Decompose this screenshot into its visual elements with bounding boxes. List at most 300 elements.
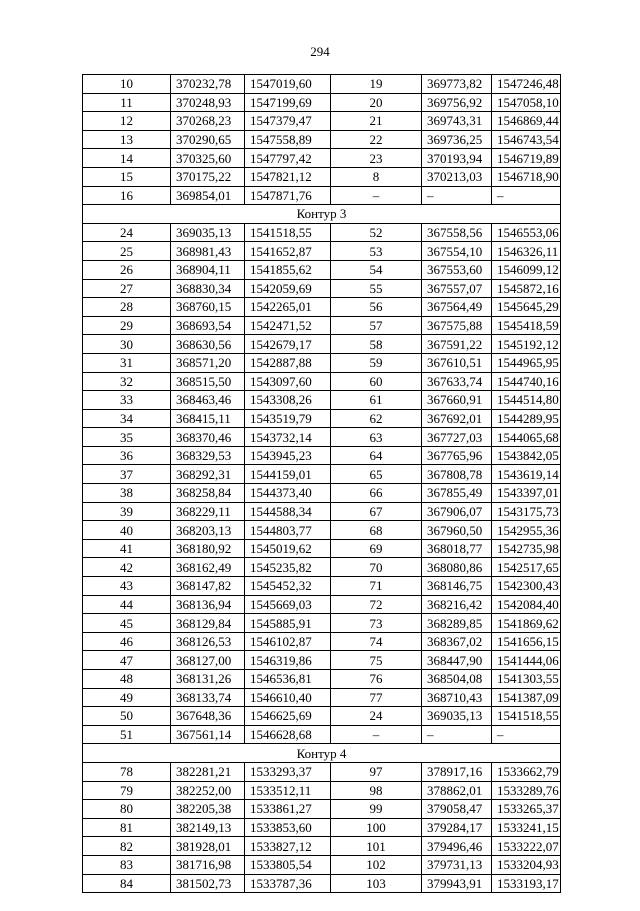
point-number-cell: 55 [331, 279, 422, 298]
point-number-cell: 41 [83, 539, 171, 558]
y-coordinate-cell: 1542955,36 [492, 521, 561, 540]
section-title: Контур 4 [83, 744, 561, 763]
table-row [83, 75, 561, 94]
point-number-cell: 46 [83, 632, 171, 651]
y-coordinate-cell: 1545885,91 [245, 614, 331, 633]
x-coordinate-cell: 370213,03 [422, 167, 492, 186]
x-coordinate-cell: 370268,23 [171, 112, 245, 131]
y-coordinate-cell: 1533512,11 [245, 781, 331, 800]
x-coordinate-cell: 382149,13 [171, 818, 245, 837]
x-coordinate-cell: 368760,15 [171, 298, 245, 317]
point-number-cell: 49 [83, 688, 171, 707]
x-coordinate-cell: 378862,01 [422, 781, 492, 800]
y-coordinate-cell: 1545452,32 [245, 577, 331, 596]
x-coordinate-cell: 367808,78 [422, 465, 492, 484]
point-number-cell: 29 [83, 316, 171, 335]
table-row [83, 372, 561, 391]
point-number-cell: 64 [331, 446, 422, 465]
point-number-cell: 12 [83, 112, 171, 131]
y-coordinate-cell: 1547058,10 [492, 93, 561, 112]
x-coordinate-cell: 368504,08 [422, 670, 492, 689]
x-coordinate-cell: 368258,84 [171, 484, 245, 503]
point-number-cell: 30 [83, 335, 171, 354]
y-coordinate-cell: 1547558,89 [245, 130, 331, 149]
page-number: 294 [310, 44, 330, 59]
x-coordinate-cell: 368830,34 [171, 279, 245, 298]
point-number-cell: 57 [331, 316, 422, 335]
point-number-cell: 11 [83, 93, 171, 112]
x-coordinate-cell: 379943,91 [422, 874, 492, 893]
x-coordinate-cell: 367692,01 [422, 409, 492, 428]
y-coordinate-cell: 1545872,16 [492, 279, 561, 298]
table-row [83, 353, 561, 372]
y-coordinate-cell: 1543619,14 [492, 465, 561, 484]
y-coordinate-cell: 1544159,01 [245, 465, 331, 484]
y-coordinate-cell: 1546099,12 [492, 260, 561, 279]
point-number-cell: 66 [331, 484, 422, 503]
y-coordinate-cell: 1544965,95 [492, 353, 561, 372]
x-coordinate-cell: 368981,43 [171, 242, 245, 261]
y-coordinate-cell: 1542084,40 [492, 595, 561, 614]
x-coordinate-cell: 381716,98 [171, 855, 245, 874]
y-coordinate-cell: 1546102,87 [245, 632, 331, 651]
table-row [83, 130, 561, 149]
y-coordinate-cell: 1545669,03 [245, 595, 331, 614]
x-coordinate-cell: 369035,13 [422, 707, 492, 726]
y-coordinate-cell: 1547019,60 [245, 75, 331, 94]
y-coordinate-cell: 1546326,11 [492, 242, 561, 261]
x-coordinate-cell: 368229,11 [171, 502, 245, 521]
x-coordinate-cell: 369854,01 [171, 186, 245, 205]
point-number-cell: 101 [331, 837, 422, 856]
table-row [83, 688, 561, 707]
y-coordinate-cell: 1541444,06 [492, 651, 561, 670]
y-coordinate-cell: 1544740,16 [492, 372, 561, 391]
point-number-cell: 56 [331, 298, 422, 317]
table-row [83, 112, 561, 131]
x-coordinate-cell: – [422, 186, 492, 205]
point-number-cell: 24 [331, 707, 422, 726]
y-coordinate-cell: 1543945,23 [245, 446, 331, 465]
y-coordinate-cell: 1533289,76 [492, 781, 561, 800]
y-coordinate-cell: 1544514,80 [492, 391, 561, 410]
x-coordinate-cell: 382281,21 [171, 762, 245, 781]
x-coordinate-cell: 379496,46 [422, 837, 492, 856]
point-number-cell: 10 [83, 75, 171, 94]
x-coordinate-cell: 367553,60 [422, 260, 492, 279]
y-coordinate-cell: 1543175,73 [492, 502, 561, 521]
coordinates-table-body [83, 75, 561, 893]
x-coordinate-cell: 368162,49 [171, 558, 245, 577]
y-coordinate-cell: 1546553,06 [492, 223, 561, 242]
table-row [83, 521, 561, 540]
x-coordinate-cell: – [422, 725, 492, 744]
point-number-cell: 8 [331, 167, 422, 186]
section-title: Контур 3 [83, 205, 561, 224]
point-number-cell: 48 [83, 670, 171, 689]
y-coordinate-cell: 1533222,07 [492, 837, 561, 856]
table-row [83, 614, 561, 633]
x-coordinate-cell: 368447,90 [422, 651, 492, 670]
y-coordinate-cell: 1546319,86 [245, 651, 331, 670]
point-number-cell: 20 [331, 93, 422, 112]
table-row [83, 484, 561, 503]
y-coordinate-cell: 1541303,55 [492, 670, 561, 689]
point-number-cell: 25 [83, 242, 171, 261]
point-number-cell: 27 [83, 279, 171, 298]
point-number-cell: 23 [331, 149, 422, 168]
table-row [83, 391, 561, 410]
y-coordinate-cell: 1533805,54 [245, 855, 331, 874]
y-coordinate-cell: 1543097,60 [245, 372, 331, 391]
y-coordinate-cell: 1542735,98 [492, 539, 561, 558]
point-number-cell: 36 [83, 446, 171, 465]
point-number-cell: 68 [331, 521, 422, 540]
y-coordinate-cell: 1544588,34 [245, 502, 331, 521]
x-coordinate-cell: 382205,38 [171, 800, 245, 819]
x-coordinate-cell: 368289,85 [422, 614, 492, 633]
point-number-cell: 14 [83, 149, 171, 168]
y-coordinate-cell: 1541518,55 [245, 223, 331, 242]
point-number-cell: 70 [331, 558, 422, 577]
point-number-cell: 32 [83, 372, 171, 391]
point-number-cell: 72 [331, 595, 422, 614]
y-coordinate-cell: 1533265,37 [492, 800, 561, 819]
y-coordinate-cell: 1547797,42 [245, 149, 331, 168]
y-coordinate-cell: 1541652,87 [245, 242, 331, 261]
y-coordinate-cell: 1541869,62 [492, 614, 561, 633]
table-row [83, 149, 561, 168]
x-coordinate-cell: 370175,22 [171, 167, 245, 186]
x-coordinate-cell: 368367,02 [422, 632, 492, 651]
table-row [83, 335, 561, 354]
x-coordinate-cell: 368126,53 [171, 632, 245, 651]
y-coordinate-cell: 1546625,69 [245, 707, 331, 726]
point-number-cell: 103 [331, 874, 422, 893]
point-number-cell: 40 [83, 521, 171, 540]
x-coordinate-cell: 367557,07 [422, 279, 492, 298]
x-coordinate-cell: 367558,56 [422, 223, 492, 242]
point-number-cell: 59 [331, 353, 422, 372]
point-number-cell: 73 [331, 614, 422, 633]
x-coordinate-cell: 369756,92 [422, 93, 492, 112]
x-coordinate-cell: 367591,22 [422, 335, 492, 354]
point-number-cell: 22 [331, 130, 422, 149]
y-coordinate-cell: 1547199,69 [245, 93, 331, 112]
x-coordinate-cell: 379058,47 [422, 800, 492, 819]
x-coordinate-cell: 367727,03 [422, 428, 492, 447]
x-coordinate-cell: 368329,53 [171, 446, 245, 465]
point-number-cell: 76 [331, 670, 422, 689]
y-coordinate-cell: 1542471,52 [245, 316, 331, 335]
point-number-cell: – [331, 186, 422, 205]
y-coordinate-cell: 1545418,59 [492, 316, 561, 335]
point-number-cell: 34 [83, 409, 171, 428]
table-row [83, 762, 561, 781]
table-row [83, 874, 561, 893]
table-row [83, 725, 561, 744]
point-number-cell: 44 [83, 595, 171, 614]
point-number-cell: 100 [331, 818, 422, 837]
x-coordinate-cell: 370232,78 [171, 75, 245, 94]
table-row [83, 502, 561, 521]
y-coordinate-cell: 1533662,79 [492, 762, 561, 781]
x-coordinate-cell: 381928,01 [171, 837, 245, 856]
x-coordinate-cell: 368630,56 [171, 335, 245, 354]
x-coordinate-cell: 367906,07 [422, 502, 492, 521]
x-coordinate-cell: 368415,11 [171, 409, 245, 428]
y-coordinate-cell: 1542679,17 [245, 335, 331, 354]
y-coordinate-cell: 1546869,44 [492, 112, 561, 131]
y-coordinate-cell: 1533853,60 [245, 818, 331, 837]
y-coordinate-cell: 1542517,65 [492, 558, 561, 577]
x-coordinate-cell: 367855,49 [422, 484, 492, 503]
x-coordinate-cell: 367660,91 [422, 391, 492, 410]
y-coordinate-cell: 1533241,15 [492, 818, 561, 837]
x-coordinate-cell: 368710,43 [422, 688, 492, 707]
x-coordinate-cell: 370248,93 [171, 93, 245, 112]
x-coordinate-cell: 368203,13 [171, 521, 245, 540]
point-number-cell: 79 [83, 781, 171, 800]
x-coordinate-cell: 367633,74 [422, 372, 492, 391]
table-row [83, 837, 561, 856]
point-number-cell: 43 [83, 577, 171, 596]
y-coordinate-cell: 1533193,17 [492, 874, 561, 893]
y-coordinate-cell: 1533787,36 [245, 874, 331, 893]
x-coordinate-cell: 368129,84 [171, 614, 245, 633]
point-number-cell: 58 [331, 335, 422, 354]
table-row [83, 260, 561, 279]
y-coordinate-cell: 1545645,29 [492, 298, 561, 317]
point-number-cell: 80 [83, 800, 171, 819]
y-coordinate-cell: 1541518,55 [492, 707, 561, 726]
point-number-cell: 60 [331, 372, 422, 391]
point-number-cell: 52 [331, 223, 422, 242]
table-row [83, 223, 561, 242]
coordinates-table [82, 74, 561, 893]
table-row [83, 298, 561, 317]
point-number-cell: 33 [83, 391, 171, 410]
y-coordinate-cell: 1533827,12 [245, 837, 331, 856]
point-number-cell: 65 [331, 465, 422, 484]
table-row [83, 707, 561, 726]
y-coordinate-cell: 1543397,01 [492, 484, 561, 503]
x-coordinate-cell: 367960,50 [422, 521, 492, 540]
point-number-cell: 62 [331, 409, 422, 428]
x-coordinate-cell: 368515,50 [171, 372, 245, 391]
table-row [83, 558, 561, 577]
point-number-cell: 75 [331, 651, 422, 670]
y-coordinate-cell: 1546628,68 [245, 725, 331, 744]
y-coordinate-cell: 1543519,79 [245, 409, 331, 428]
point-number-cell: 74 [331, 632, 422, 651]
point-number-cell: 31 [83, 353, 171, 372]
x-coordinate-cell: 369743,31 [422, 112, 492, 131]
point-number-cell: 84 [83, 874, 171, 893]
point-number-cell: 13 [83, 130, 171, 149]
x-coordinate-cell: 382252,00 [171, 781, 245, 800]
point-number-cell: – [331, 725, 422, 744]
x-coordinate-cell: 368292,31 [171, 465, 245, 484]
point-number-cell: 61 [331, 391, 422, 410]
x-coordinate-cell: 368370,46 [171, 428, 245, 447]
point-number-cell: 35 [83, 428, 171, 447]
x-coordinate-cell: 368131,26 [171, 670, 245, 689]
section-header-row [83, 205, 561, 224]
table-row [83, 93, 561, 112]
x-coordinate-cell: 370193,94 [422, 149, 492, 168]
y-coordinate-cell: 1544373,40 [245, 484, 331, 503]
x-coordinate-cell: 369035,13 [171, 223, 245, 242]
point-number-cell: 42 [83, 558, 171, 577]
y-coordinate-cell: 1546719,89 [492, 149, 561, 168]
x-coordinate-cell: 367564,49 [422, 298, 492, 317]
point-number-cell: 54 [331, 260, 422, 279]
x-coordinate-cell: 368136,94 [171, 595, 245, 614]
x-coordinate-cell: 368180,92 [171, 539, 245, 558]
y-coordinate-cell: 1541387,09 [492, 688, 561, 707]
point-number-cell: 99 [331, 800, 422, 819]
table-row [83, 186, 561, 205]
y-coordinate-cell: 1544803,77 [245, 521, 331, 540]
y-coordinate-cell: 1545235,82 [245, 558, 331, 577]
point-number-cell: 28 [83, 298, 171, 317]
table-row [83, 800, 561, 819]
x-coordinate-cell: 379284,17 [422, 818, 492, 837]
y-coordinate-cell: 1543308,26 [245, 391, 331, 410]
y-coordinate-cell: 1547379,47 [245, 112, 331, 131]
table-row [83, 651, 561, 670]
point-number-cell: 26 [83, 260, 171, 279]
x-coordinate-cell: 367554,10 [422, 242, 492, 261]
table-row [83, 446, 561, 465]
table-row [83, 316, 561, 335]
y-coordinate-cell: 1533861,27 [245, 800, 331, 819]
table-row [83, 855, 561, 874]
x-coordinate-cell: 368080,86 [422, 558, 492, 577]
table-row [83, 409, 561, 428]
table-row [83, 670, 561, 689]
x-coordinate-cell: 381502,73 [171, 874, 245, 893]
point-number-cell: 38 [83, 484, 171, 503]
table-row [83, 595, 561, 614]
y-coordinate-cell: 1546610,40 [245, 688, 331, 707]
y-coordinate-cell: 1547246,48 [492, 75, 561, 94]
y-coordinate-cell: 1546536,81 [245, 670, 331, 689]
x-coordinate-cell: 368463,46 [171, 391, 245, 410]
y-coordinate-cell: 1547821,12 [245, 167, 331, 186]
point-number-cell: 81 [83, 818, 171, 837]
point-number-cell: 83 [83, 855, 171, 874]
point-number-cell: 77 [331, 688, 422, 707]
x-coordinate-cell: 368147,82 [171, 577, 245, 596]
table-row [83, 577, 561, 596]
x-coordinate-cell: 368571,20 [171, 353, 245, 372]
x-coordinate-cell: 367610,51 [422, 353, 492, 372]
table-row [83, 167, 561, 186]
point-number-cell: 21 [331, 112, 422, 131]
y-coordinate-cell: 1544289,95 [492, 409, 561, 428]
x-coordinate-cell: 367561,14 [171, 725, 245, 744]
x-coordinate-cell: 368133,74 [171, 688, 245, 707]
section-header-row [83, 744, 561, 763]
point-number-cell: 50 [83, 707, 171, 726]
x-coordinate-cell: 368693,54 [171, 316, 245, 335]
x-coordinate-cell: 368904,11 [171, 260, 245, 279]
y-coordinate-cell: 1546718,90 [492, 167, 561, 186]
y-coordinate-cell: 1542887,88 [245, 353, 331, 372]
point-number-cell: 63 [331, 428, 422, 447]
x-coordinate-cell: 368146,75 [422, 577, 492, 596]
point-number-cell: 37 [83, 465, 171, 484]
y-coordinate-cell: 1541855,62 [245, 260, 331, 279]
point-number-cell: 15 [83, 167, 171, 186]
x-coordinate-cell: 379731,13 [422, 855, 492, 874]
point-number-cell: 47 [83, 651, 171, 670]
table-row [83, 781, 561, 800]
point-number-cell: 16 [83, 186, 171, 205]
point-number-cell: 97 [331, 762, 422, 781]
point-number-cell: 82 [83, 837, 171, 856]
y-coordinate-cell: – [492, 186, 561, 205]
y-coordinate-cell: 1547871,76 [245, 186, 331, 205]
table-row [83, 428, 561, 447]
point-number-cell: 39 [83, 502, 171, 521]
point-number-cell: 102 [331, 855, 422, 874]
point-number-cell: 45 [83, 614, 171, 633]
point-number-cell: 69 [331, 539, 422, 558]
x-coordinate-cell: 367648,36 [171, 707, 245, 726]
x-coordinate-cell: 367765,96 [422, 446, 492, 465]
table-row [83, 279, 561, 298]
point-number-cell: 24 [83, 223, 171, 242]
table-row [83, 818, 561, 837]
x-coordinate-cell: 367575,88 [422, 316, 492, 335]
y-coordinate-cell: 1541656,15 [492, 632, 561, 651]
x-coordinate-cell: 369736,25 [422, 130, 492, 149]
y-coordinate-cell: 1545019,62 [245, 539, 331, 558]
y-coordinate-cell: – [492, 725, 561, 744]
point-number-cell: 98 [331, 781, 422, 800]
point-number-cell: 78 [83, 762, 171, 781]
table-row [83, 632, 561, 651]
x-coordinate-cell: 368216,42 [422, 595, 492, 614]
y-coordinate-cell: 1533293,37 [245, 762, 331, 781]
point-number-cell: 51 [83, 725, 171, 744]
point-number-cell: 67 [331, 502, 422, 521]
point-number-cell: 19 [331, 75, 422, 94]
x-coordinate-cell: 370325,60 [171, 149, 245, 168]
y-coordinate-cell: 1542059,69 [245, 279, 331, 298]
y-coordinate-cell: 1543842,05 [492, 446, 561, 465]
table-row [83, 465, 561, 484]
y-coordinate-cell: 1533204,93 [492, 855, 561, 874]
x-coordinate-cell: 368018,77 [422, 539, 492, 558]
table-row [83, 242, 561, 261]
point-number-cell: 71 [331, 577, 422, 596]
point-number-cell: 53 [331, 242, 422, 261]
x-coordinate-cell: 370290,65 [171, 130, 245, 149]
y-coordinate-cell: 1545192,12 [492, 335, 561, 354]
table-row [83, 539, 561, 558]
y-coordinate-cell: 1542265,01 [245, 298, 331, 317]
y-coordinate-cell: 1544065,68 [492, 428, 561, 447]
y-coordinate-cell: 1542300,43 [492, 577, 561, 596]
x-coordinate-cell: 368127,00 [171, 651, 245, 670]
y-coordinate-cell: 1543732,14 [245, 428, 331, 447]
y-coordinate-cell: 1546743,54 [492, 130, 561, 149]
x-coordinate-cell: 369773,82 [422, 75, 492, 94]
